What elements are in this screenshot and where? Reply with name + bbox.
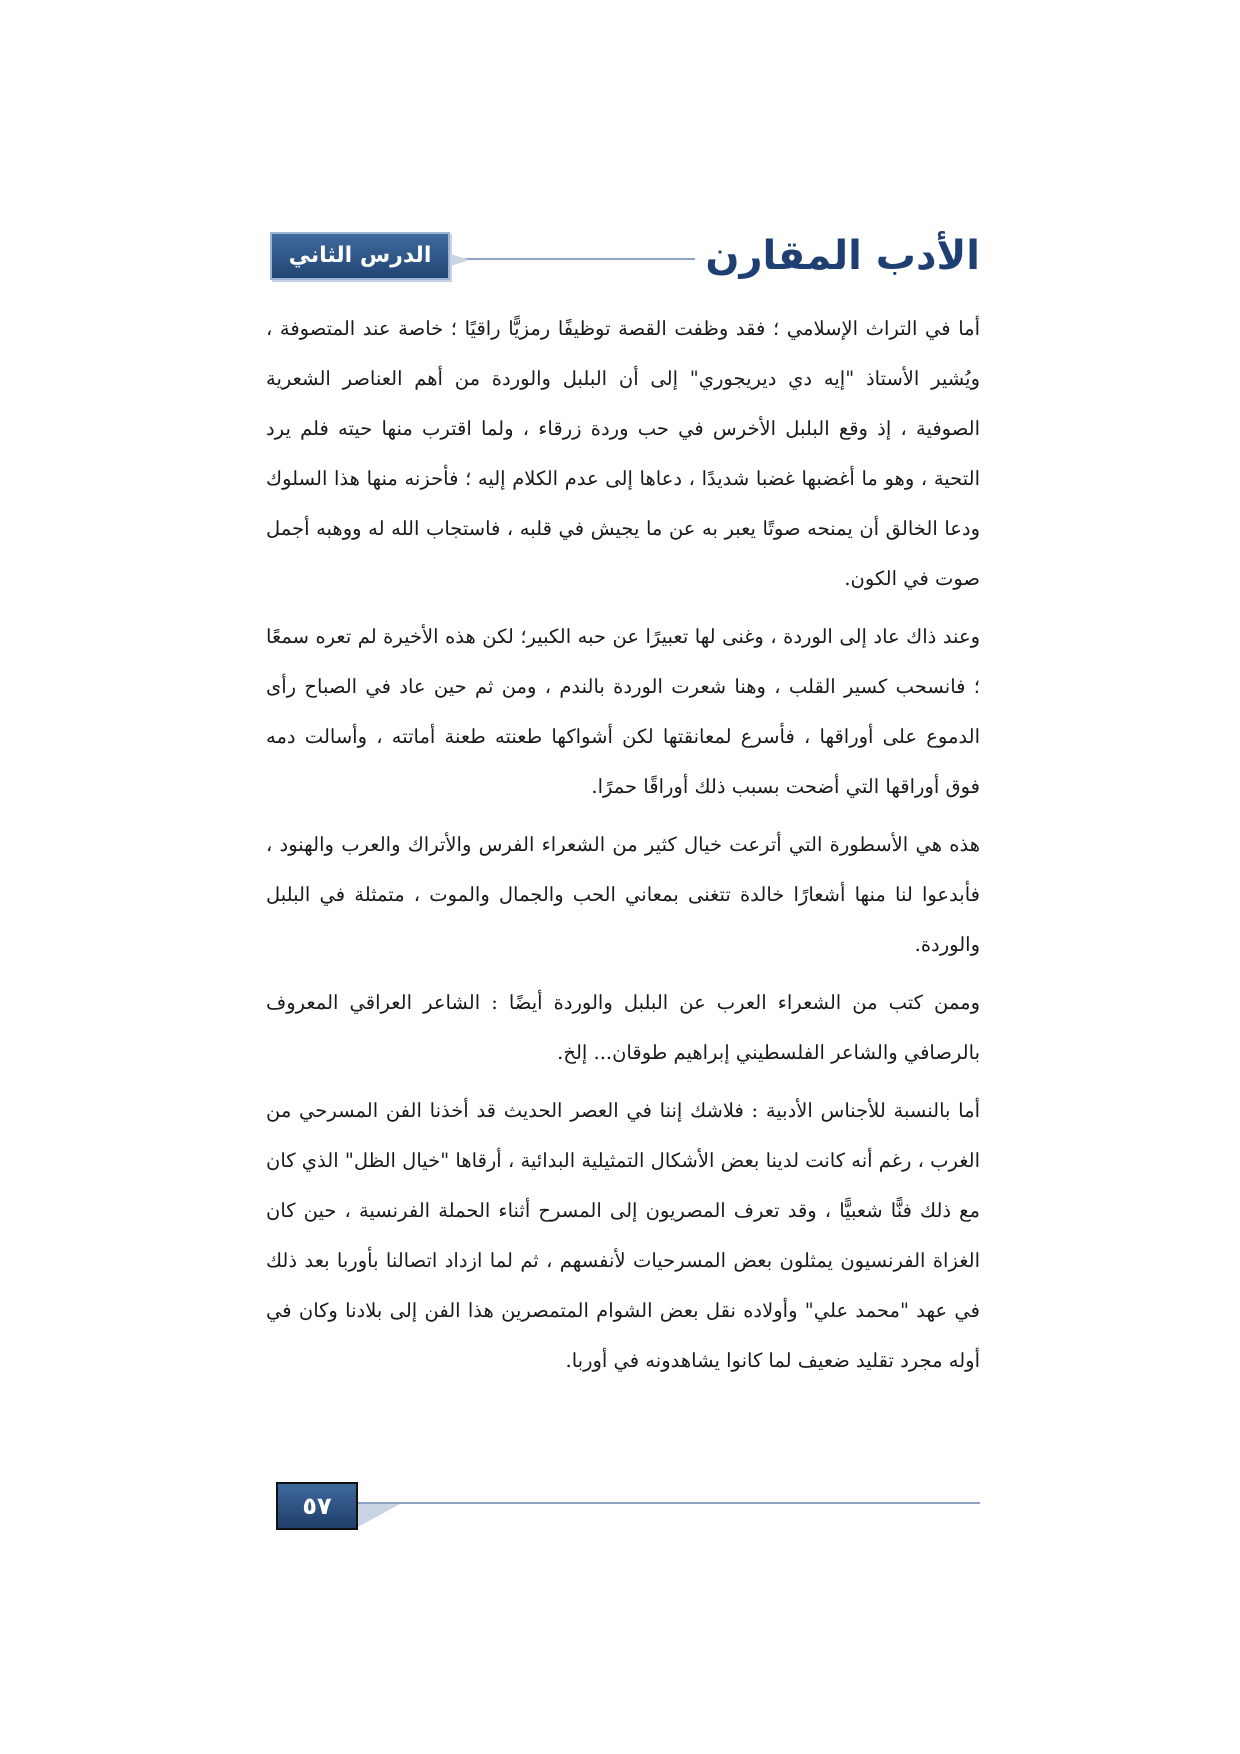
footer-rule	[356, 1502, 980, 1504]
paragraph-2: وعند ذاك عاد إلى الوردة ، وغنى لها تعبيرًا عن حبه الكبير؛ لكن هذه الأخيرة لم تعره سمعًا ؛ فانسحب كسير القلب ، وهنا شعرت الوردة بالندم ، ومن ثم حين عاد في الصباح رأى الدموع على أوراقها ، فأسرع لمعانقتها لكن أشواكها طعنته طعنة أماتته ، وأسالت دمه فوق أوراقها التي أضحت بسبب ذلك أوراقًا حمرًا.	[266, 625, 980, 798]
paragraph-1: أما في التراث الإسلامي ؛ فقد وظفت القصة توظيفًا رمزيًّا راقيًا ؛ خاصة عند المتصوفة ، ويُشير الأستاذ "إيه دي ديريجوري" إلى أن البلبل والوردة من أهم العناصر الشعرية الصوفية ، إذ وقع البلبل الأخرس في حب وردة زرقاء ، ولما اقترب منها حيته فلم يرد التحية ، وهو ما أغضبها غضبا شديدًا ، دعاها إلى عدم الكلام إليه ؛ فأحزنه منها هذا السلوك ودعا الخالق أن يمنحه صوتًا يعبر به عن ما يجيش في قلبه ، فاستجاب الله له ووهبه أجمل صوت في الكون.	[266, 317, 981, 590]
footer-rule-tail	[356, 1504, 400, 1528]
lesson-badge: الدرس الثاني	[270, 232, 450, 280]
paragraph-5: أما بالنسبة للأجناس الأدبية : فلاشك إننا في العصر الحديث قد أخذنا الفن المسرحي من الغرب ، رغم أنه كانت لدينا بعض الأشكال التمثيلية البدائية ، أرقاها "خيال الظل" الذي كان مع ذلك فنًّا شعبيًّا ، وقد تعرف المصريون إلى المسرح أثناء الحملة الفرنسية ، حين كان الغزاة الفرنسيون يمثلون بعض المسرحيات لأنفسهم ، ثم لما ازداد اتصالنا بأوربا بعد ذلك في عهد "محمد علي" وأولاده نقل بعض الشوام المتمصرين هذا الفن إلى بلادنا وكان في أوله مجرد تقليد ضعيف لما كانوا يشاهدونه في أوربا.	[266, 1099, 980, 1372]
paragraph-4: وممن كتب من الشعراء العرب عن البلبل والوردة أيضًا : الشاعر العراقي المعروف بالرصافي والشاعر الفلسطيني إبراهيم طوقان... إلخ.	[266, 991, 980, 1064]
paragraph-3: هذه هي الأسطورة التي أترعت خيال كثير من الشعراء الفرس والأتراك والعرب والهنود ، فأبدعوا لنا منها أشعارًا خالدة تتغنى بمعاني الحب والجمال والموت ، متمثلة في البلبل والوردة.	[266, 833, 980, 956]
book-title: الأدب المقارن	[705, 233, 980, 279]
page-number: ٥٧	[276, 1482, 358, 1530]
body-text	[266, 304, 980, 1394]
header-rule	[440, 258, 695, 260]
page-footer	[276, 1482, 980, 1532]
page-header	[270, 228, 980, 290]
